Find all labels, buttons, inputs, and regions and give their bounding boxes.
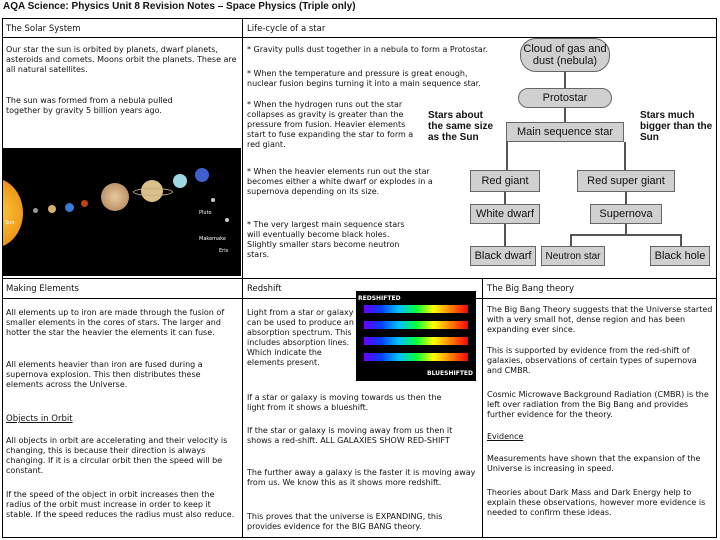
redshift-paragraph-2: If a star or galaxy is moving towards us then the light from it shows a blueshift. — [247, 393, 442, 412]
spectrum-band-4 — [364, 353, 468, 361]
mercury-image — [33, 208, 38, 213]
bigbang-paragraph-5: Theories about Dark Mass and Dark Energy help to explain these observations, however more evidence is needed to confirm these ideas. — [487, 488, 706, 517]
elements-paragraph-1: All elements up to iron are made through the fusion of smaller elements in the cores of stars. The larger and hotter the star the heavier the elements it can fuse. — [6, 308, 225, 337]
lifecycle-step-4: * When the heavier elements run out the star becomes either a white dwarf or explodes in a supernova depending on its size. — [247, 167, 433, 196]
elements-paragraph-2: All elements heavier than iron are fused during a supernova explosion. This then distributes these elements across the Universe. — [6, 360, 203, 389]
earth-image — [65, 203, 74, 212]
protostar-box: Protostar — [518, 88, 612, 108]
nebula-box: Cloud of gas and dust (nebula) — [520, 38, 610, 72]
bigbang-paragraph-2: This is supported by evidence from the red-shift of galaxies, observations of certain types of supernova and CMBR. — [487, 346, 697, 375]
bigbang-paragraph-1: The Big Bang Theory suggests that the Universe started with a very small hot, dense region and has been expanding ever since. — [487, 305, 713, 334]
lifecycle-step-3: * When the hydrogen runs out the star collapses as gravity is greater than the pressure from fusion. Heavier elements start to fuse expanding the star to form a red giant. — [247, 100, 414, 149]
red-giant-box: Red giant — [470, 170, 540, 192]
small-stars-label: Stars about the same size as the Sun — [428, 110, 494, 143]
solar-heading: The Solar System — [6, 24, 81, 34]
evidence-heading: Evidence — [487, 432, 524, 441]
lifecycle-heading: Life-cycle of a star — [247, 24, 326, 34]
lifecycle-step-1: * Gravity pulls dust together in a nebula to form a Protostar. — [247, 45, 488, 54]
neptune-image — [195, 168, 209, 182]
eris-image — [225, 218, 229, 222]
black-hole-box: Black hole — [650, 246, 710, 266]
sun-image — [3, 178, 23, 248]
supernova-box: Supernova — [590, 204, 662, 224]
jupiter-image — [101, 183, 129, 211]
white-dwarf-box: White dwarf — [470, 204, 540, 224]
spectrum-band-3 — [364, 337, 468, 345]
solar-paragraph-1: Our star the sun is orbited by planets, dwarf planets, asteroids and comets. Moons orbit the planets. These are all natural satellites. — [6, 45, 237, 74]
bigbang-paragraph-4: Measurements have shown that the expansion of the Universe is increasing in speed. — [487, 454, 701, 473]
lifecycle-step-5: * The very largest main sequence stars will eventually become black holes. Slightly smaller stars become neutron stars. — [247, 220, 405, 259]
large-stars-label: Stars much bigger than the Sun — [640, 110, 713, 143]
uranus-image — [173, 174, 187, 188]
page-title: AQA Science: Physics Unit 8 Revision Notes – Space Physics (Triple only) — [3, 1, 356, 12]
makemake-label: Makemake — [199, 236, 226, 242]
main-sequence-box: Main sequence star — [506, 122, 624, 142]
bigbang-heading: The Big Bang theory — [487, 284, 575, 294]
sun-label: Sun — [5, 220, 15, 226]
lifecycle-step-2: * When the temperature and pressure is great enough, nuclear fusion begins turning it into a main sequence star. — [247, 69, 481, 88]
elements-heading: Making Elements — [6, 284, 79, 294]
mars-image — [81, 200, 88, 207]
spectrum-band-1 — [364, 305, 468, 313]
orbit-heading: Objects in Orbit — [6, 414, 73, 424]
spectrum-band-2 — [364, 321, 468, 329]
black-dwarf-box: Black dwarf — [470, 246, 536, 266]
redshifted-label: REDSHIFTED — [358, 295, 401, 302]
orbit-paragraph-1: All objects in orbit are accelerating and their velocity is changing, this is because their direction is always changing. If it is a circular orbit then the speed will be constant. — [6, 436, 228, 475]
redshift-paragraph-5: This proves that the universe is EXPANDING, this provides evidence for the BIG BANG theory. — [247, 512, 443, 531]
redshift-heading: Redshift — [247, 284, 282, 294]
neutron-star-box: Neutron star — [541, 246, 605, 266]
bigbang-paragraph-3: Cosmic Microwave Background Radiation (CMBR) is the left over radiation from the Big Bang and provides further evidence for the theory. — [487, 390, 709, 419]
orbit-paragraph-2: If the speed of the object in orbit increases then the radius of the orbit must increase in order to keep it stable. If the speed reduces the radius must also reduce. — [6, 490, 235, 519]
redshift-paragraph-4: The further away a galaxy is the faster it is moving away from us. We know this as it shows more redshift. — [247, 468, 476, 487]
spectrum-image — [356, 291, 476, 381]
eris-label: Eris — [219, 248, 229, 254]
solar-system-image — [3, 148, 241, 276]
blueshifted-label: BLUESHIFTED — [427, 370, 473, 377]
red-super-giant-box: Red super giant — [577, 170, 675, 192]
solar-paragraph-2: The sun was formed from a nebula pulled together by gravity 5 billion years ago. — [6, 96, 173, 115]
pluto-label: Pluto — [199, 210, 212, 216]
redshift-paragraph-3: If the star or galaxy is moving away from us then it shows a red-shift. ALL GALAXIES SHOW RED-SHIFT — [247, 426, 453, 445]
redshift-paragraph-1: Light from a star or galaxy can be used to produce an absorption spectrum. This includes absorption lines. Which indicate the elements present. — [247, 308, 354, 367]
saturn-ring — [133, 188, 173, 196]
pluto-image — [211, 198, 215, 202]
venus-image — [48, 205, 56, 213]
